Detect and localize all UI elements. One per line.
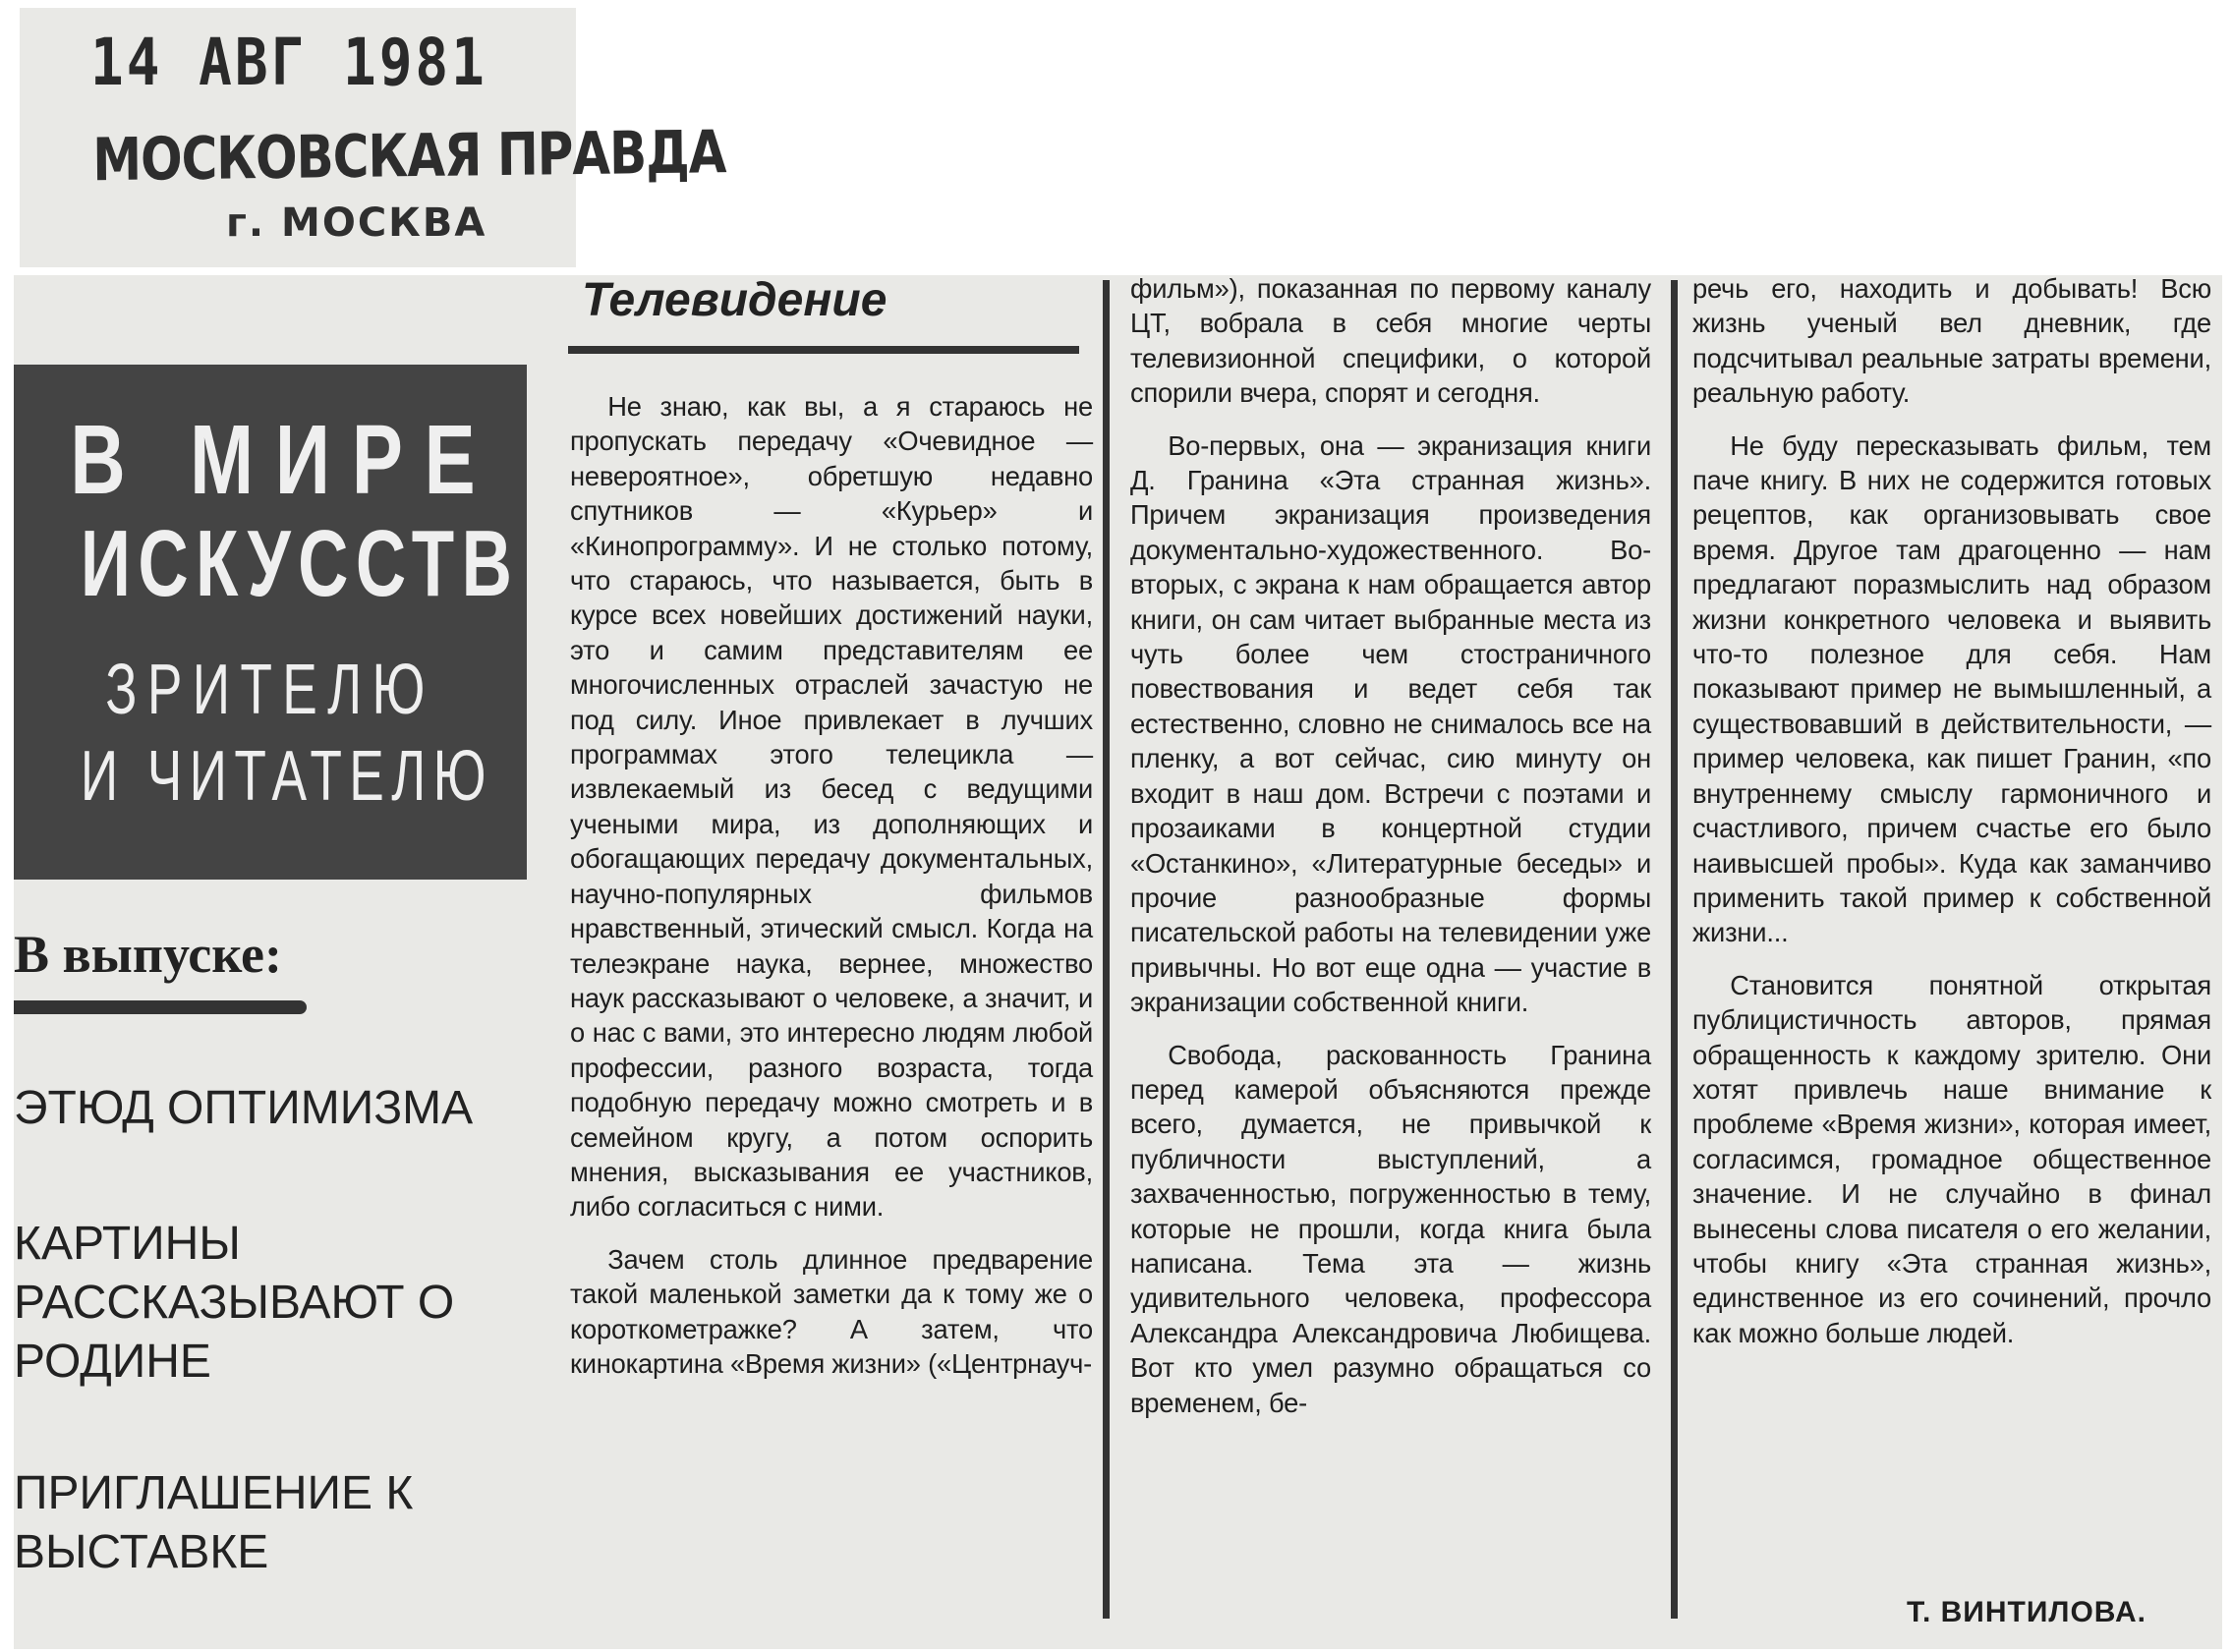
rubric-line-2: ИСКУССТВ bbox=[80, 511, 520, 616]
article-author: Т. ВИНТИЛОВА. bbox=[1907, 1596, 2146, 1628]
rubric-line-3: ЗРИТЕЛЮ bbox=[105, 651, 435, 729]
stamp-date: 14 АВГ 1981 bbox=[90, 26, 487, 101]
article-column-1 bbox=[570, 389, 1093, 1381]
rubric-line-4: И ЧИТАТЕЛЮ bbox=[80, 737, 493, 816]
stamp-city: г. МОСКВА bbox=[226, 200, 487, 246]
article-paragraph: фильм»), показанная по первому каналу ЦТ, вобрала в себя многие черты телевизионной специфики, о которой спорили вчера, спорят и сегодня. bbox=[1130, 273, 1651, 409]
issue-item: ПРИГЛАШЕНИЕ К ВЫСТАВКЕ bbox=[14, 1467, 414, 1578]
issue-contents-label: В выпуске: bbox=[14, 925, 282, 984]
article-paragraph: Свобода, раскованность Гранина перед камерой объясняются прежде всего, думается, не привычкой к публичности выступлений, а захваченностью, погруженностью в тему, которые не прошли, когда книга была написана. Тема эта — жизнь удивительного человека, профессора Александра Александровича Любищева. Вот кто умел разумно обращаться со временем, бе- bbox=[1130, 1039, 1651, 1418]
column-divider bbox=[1671, 280, 1678, 1619]
section-title-rule bbox=[568, 346, 1079, 354]
article-paragraph: Не буду пересказывать фильм, тем паче книгу. В них не содержится готовых рецептов, как организовывать свое время. Другое там драгоценно — нам предлагают поразмыслить над образом жизни конкретного человека и выявить что-то полезное для себя. Нам показывают пример не вымышленный, а существовавший в действительности, — пример человека, как пишет Гранин, «по внутреннему смыслу гармоничного и счастливого, причем счастье его было наивысшей пробы». Куда как заманчиво применить такой пример к собственной жизни... bbox=[1692, 429, 2211, 948]
rubric-line-1: В МИРЕ bbox=[70, 405, 497, 515]
issue-item: ЭТЮД ОПТИМИЗМА bbox=[14, 1082, 474, 1134]
article-paragraph: Зачем столь длинное предварение такой маленькой заметки да к тому же о короткометражке? А затем, что кинокартина «Время жизни» («Центрнауч- bbox=[570, 1243, 1093, 1379]
issue-item: КАРТИНЫ РАССКАЗЫВАЮТ О РОДИНЕ bbox=[14, 1218, 455, 1388]
rubric-banner bbox=[14, 365, 527, 880]
article-paragraph: Не знаю, как вы, а я стараюсь не пропускать передачу «Очевидное — невероятное», обретшую недавно спутников — «Курьер» и «Кинопрограмму». И не столько потому, что стараюсь, что называется, быть в курсе всех новейших достижений науки, это и самим представителям ее многочисленных отраслей зачастую не под силу. Иное привлекает в лучших программах этого телецикла — извлекаемый из бесед с ведущими учеными мира, из дополняющих и обогащающих передачу документальных, научно-популярных фильмов нравственный, этический смысл. Когда на телеэкране наука, вернее, множество наук рассказывают о человеке, а значит, и о нас с вами, это интересно людям любой профессии, разного возраста, тогда подобную передачу можно смотреть и в семейном кругу, а потом оспорить мнения, высказывания ее участников, либо согласиться с ними. bbox=[570, 391, 1093, 1223]
article-paragraph: речь его, находить и добывать! Всю жизнь ученый вел дневник, где подсчитывал реальные затраты времени, реальную работу. bbox=[1692, 273, 2211, 409]
stamp-newspaper-name: МОСКОВСКАЯ ПРАВДА bbox=[92, 117, 726, 195]
article-paragraph: Во-первых, она — экранизация книги Д. Гранина «Эта странная жизнь». Причем экранизация произведения документально-художественного. Во-вторых, с экрана к нам обращается автор книги, он сам читает выбранные места из чуть более чем стостраничного повествования и ведет себя так естественно, словно не снималось все на пленку, а вот сейчас, сию минуту он входит в наш дом. Встречи с поэтами и прозаиками в концертной студии «Останкино», «Литературные беседы» и прочие разнообразные формы писательской работы на телевидении уже привычны. Но вот еще одна — участие в экранизации собственной книги. bbox=[1130, 429, 1651, 1018]
article-column-3 bbox=[1692, 271, 2211, 1350]
column-divider bbox=[1103, 280, 1110, 1619]
article-column-2 bbox=[1130, 271, 1651, 1420]
issue-contents-rule bbox=[14, 1000, 307, 1014]
article-paragraph: Становится понятной открытая публицистичность авторов, прямая обращенность к каждому зрителю. Они хотят привлечь наше внимание к проблеме «Время жизни», которая имеет, согласимся, громадное общественное значение. И не случайно в финал вынесены слова писателя о его желании, чтобы книгу «Эта странная жизнь», единственное из его сочинений, прочло как можно больше людей. bbox=[1692, 969, 2211, 1348]
section-title: Телевидение bbox=[582, 274, 887, 326]
date-stamp-clipping bbox=[20, 8, 726, 267]
